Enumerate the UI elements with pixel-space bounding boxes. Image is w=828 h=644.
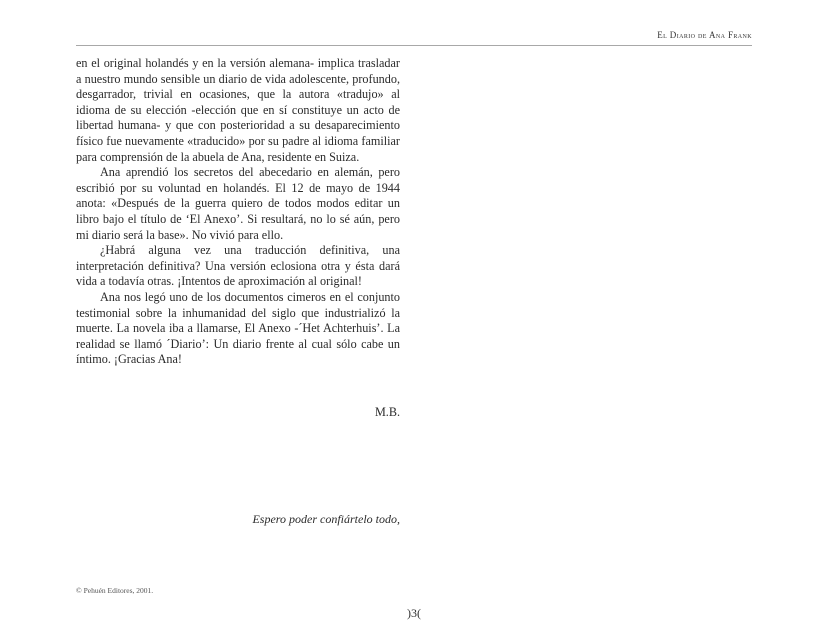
running-header-title: El Diario de Ana Frank (657, 30, 752, 40)
body-text (76, 56, 400, 368)
paragraph: Ana aprendió los secretos del abecedario en alemán, pero escribió por su voluntad en holandés. El 12 de mayo de 1944 anota: «Después de la guerra quiero de todos modos editar un libro bajo el título de ‘El Anexo’. Si resultará, no lo sé aún, pero mi diario será la base». No vivió para ello. (76, 165, 400, 242)
paragraph: ¿Habrá alguna vez una traducción definitiva, una interpretación definitiva? Una versión eclosiona otra y ésta dará vida a todavía otras. ¡Intentos de aproximación al original! (76, 243, 400, 289)
page-number: )3( (407, 606, 421, 620)
copyright-notice: © Pehuén Editores, 2001. (76, 586, 154, 595)
author-signature: M.B. (374, 405, 400, 419)
epigraph: Espero poder confiártelo todo, (252, 512, 400, 526)
paragraph: Ana nos legó uno de los documentos cimeros en el conjunto testimonial sobre la inhumanidad del siglo que industrializó la muerte. La novela iba a llamarse, El Anexo -´Het Achterhuis’. La realidad se llamó ´Diario’: Un diario frente al cual sólo cabe un íntimo. ¡Gracias Ana! (76, 289, 400, 367)
header-rule (76, 45, 752, 46)
paragraph: en el original holandés y en la versión alemana- implica trasladar a nuestro mundo sensible un diario de vida adolescente, profundo, desgarrador, trivial en ocasiones, que la autora «tradujo» al idioma de su elección -elección que en sí constituye un acto de libertad humana- y que con posterioridad a su desaparecimiento físico fue nuevamente «traducido» por su padre al idioma familiar para comprensión de la abuela de Ana, residente en Suiza. (76, 56, 400, 164)
